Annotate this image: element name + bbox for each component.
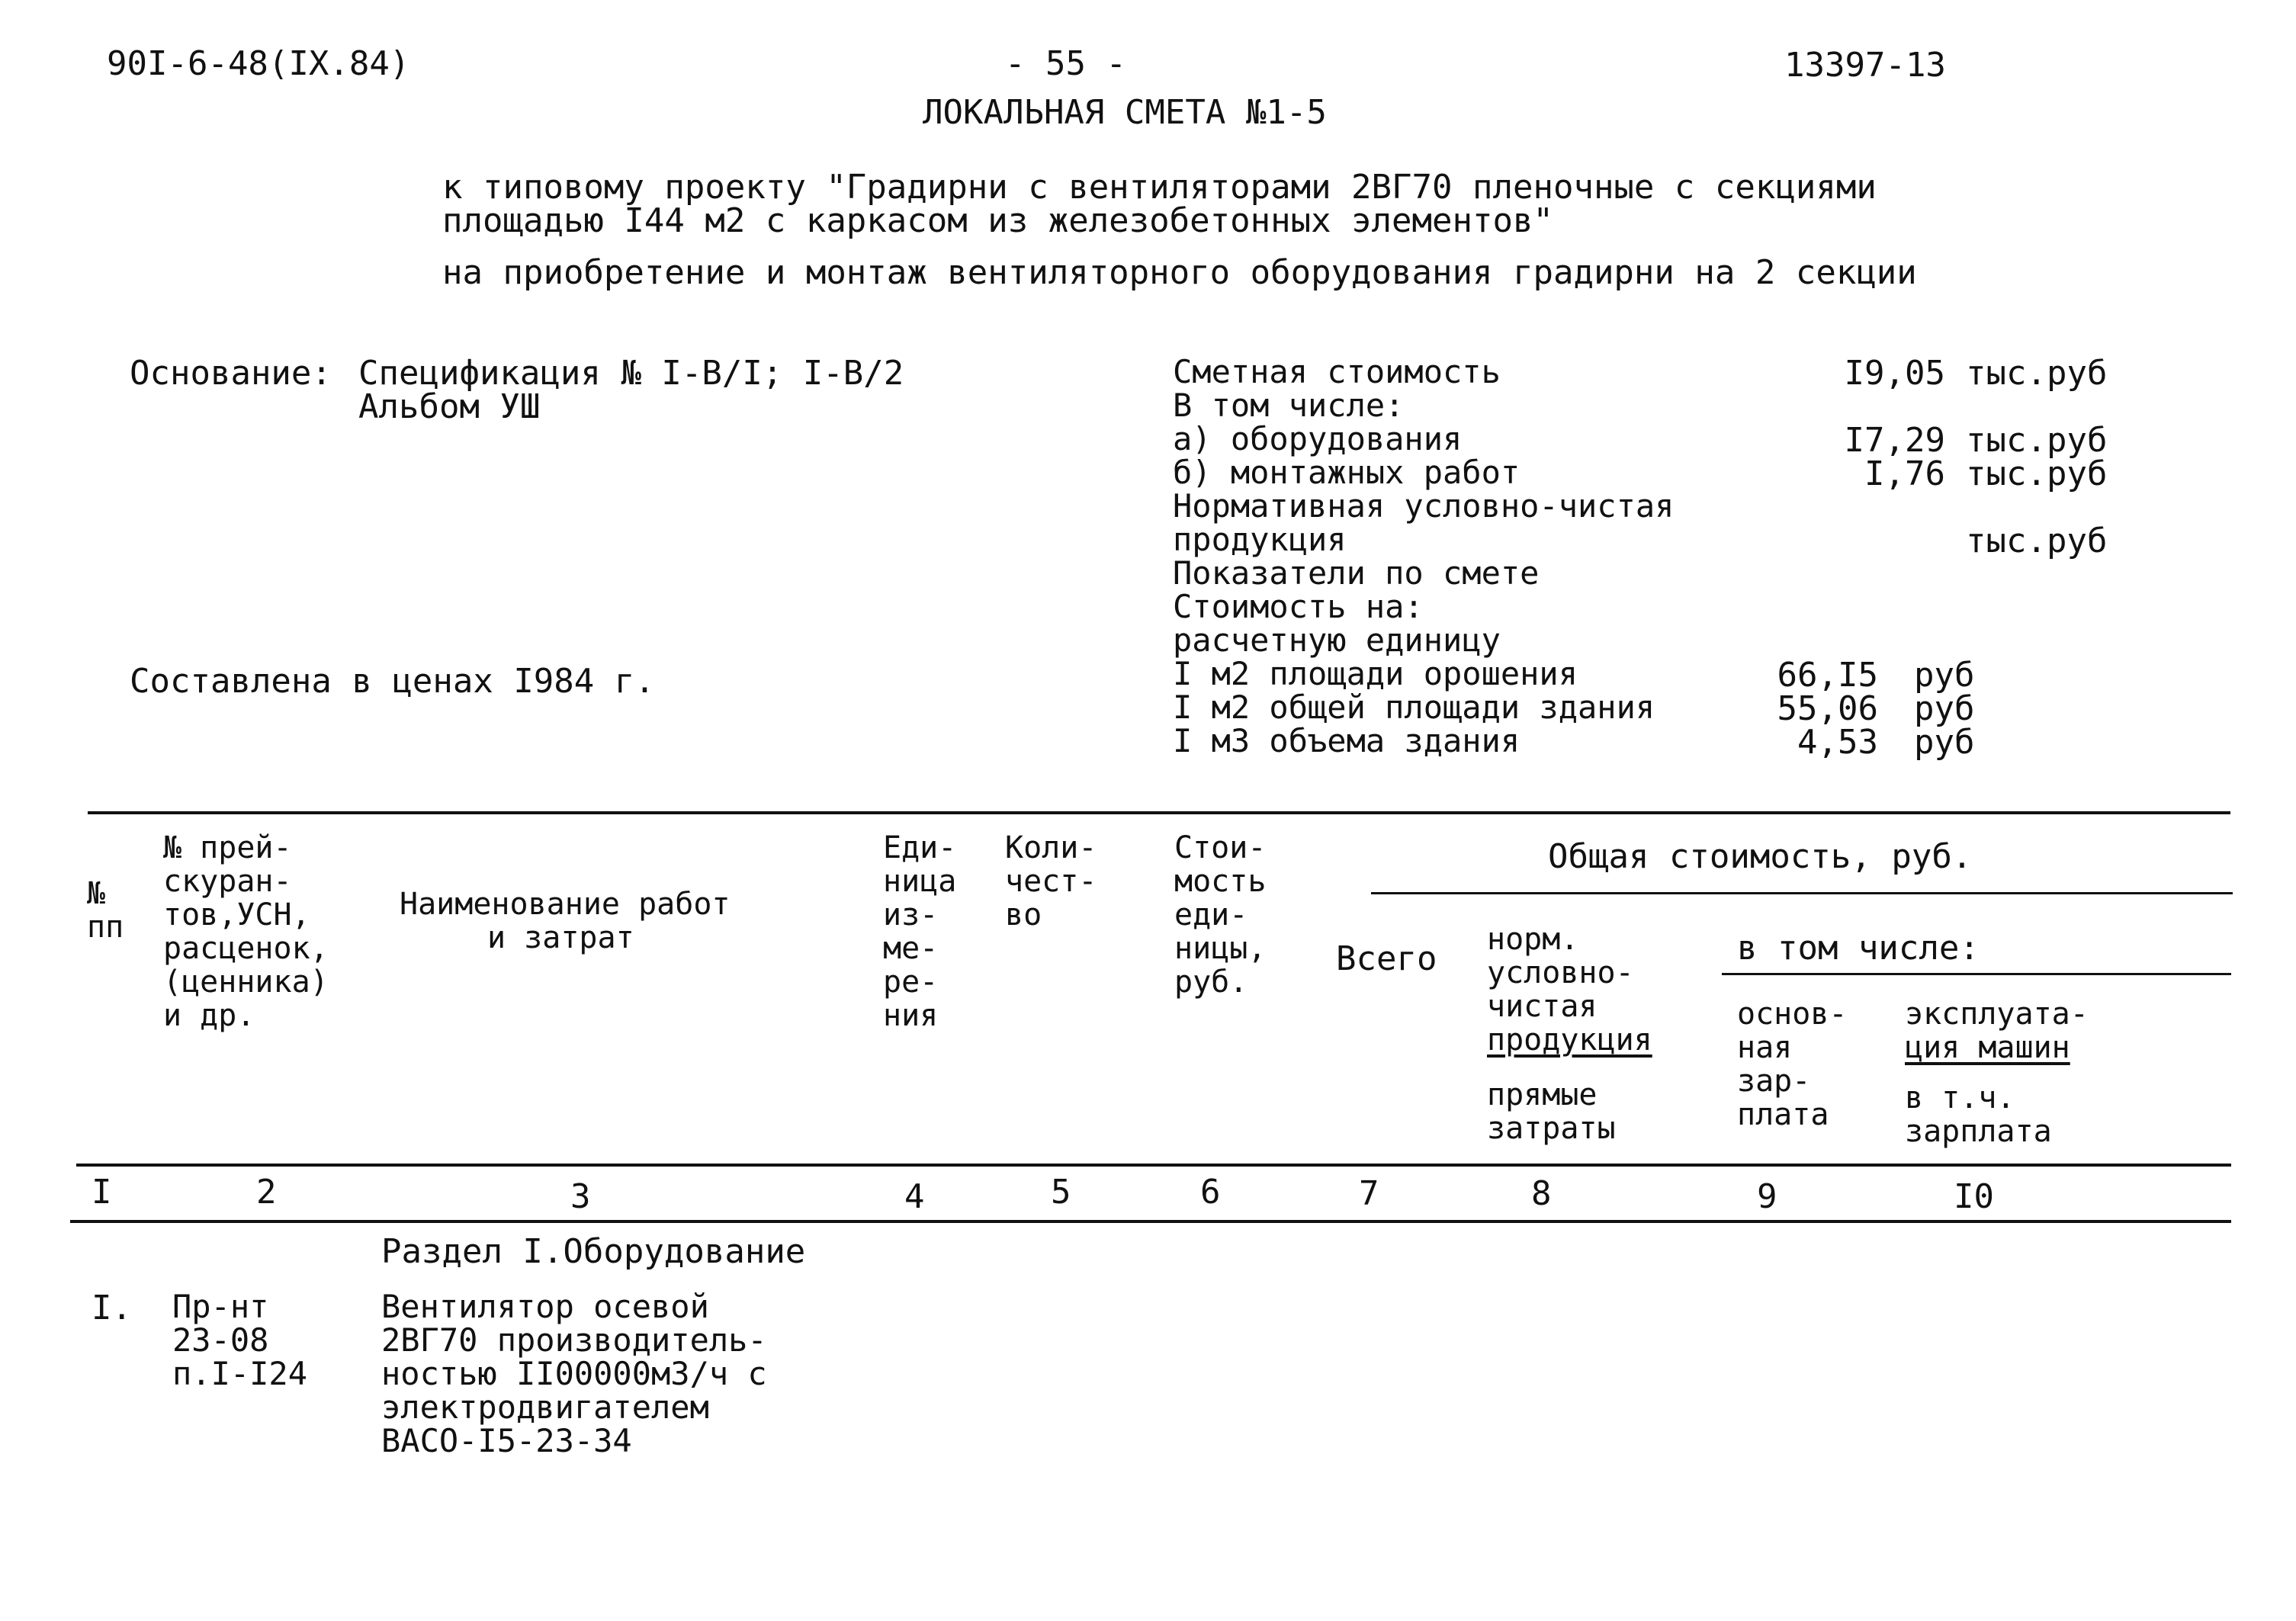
indicators-label: Показатели по смете [1173,554,1540,592]
col-number-4: 4 [904,1177,925,1216]
basis-prices: Составлена в ценах I984 г. [130,662,655,701]
estimated-cost-label: Сметная стоимость [1173,353,1501,390]
col-number-5: 5 [1051,1173,1071,1212]
irrigation-value: 66,I5 [1777,656,1878,695]
col-number-6: 6 [1200,1173,1221,1212]
row-code: Пр-нт 23-08 п.I-I24 [172,1288,308,1392]
col-numbers-rule [70,1220,2231,1223]
col3-header: Наименование работ и затрат [400,887,731,955]
basis-label: Основание: [130,354,332,393]
col9-header: основ- ная зар- плата [1737,997,1848,1132]
cost-on-label: Стоимость на: [1173,588,1424,625]
table-top-rule [88,811,2230,814]
document-code: 90I-6-48(IX.84) [107,44,410,83]
installation-unit: тыс.руб [1966,454,2108,493]
col-number-9: 9 [1757,1177,1777,1216]
intro-line-1: к типовому проекту "Градирни с вентиляторами 2ВГ70 пленочные с секциями [442,168,1877,207]
basis-spec: Спецификация № I-В/I; I-В/2 [358,354,904,393]
including-label: В том числе: [1173,387,1405,424]
col-number-10: I0 [1954,1177,1994,1216]
section-title: Раздел I.Оборудование [381,1232,806,1271]
col-number-1: I [92,1173,112,1212]
building-volume-unit: руб [1914,723,1975,762]
header-bottom-rule [76,1164,2231,1167]
normative-label-2: продукция [1173,521,1347,558]
page-number: - 55 - [1005,44,1126,83]
building-area-unit: руб [1914,689,1975,728]
equipment-unit: тыс.руб [1966,421,2108,460]
col-number-7: 7 [1359,1174,1379,1213]
installation-value: I,76 [1864,454,1945,493]
building-volume-value: 4,53 [1797,723,1878,762]
sheet-code: 13397-13 [1784,46,1946,85]
col-number-2: 2 [256,1173,277,1212]
intro-line-2: площадью I44 м2 с каркасом из железобетонных элементов" [442,201,1553,240]
normative-label-1: Нормативная условно-чистая [1173,487,1675,525]
intro-line-3: на приобретение и монтаж вентиляторного оборудования градирни на 2 секции [442,253,1917,292]
col-number-3: 3 [570,1177,591,1216]
estimated-cost-value: I9,05 [1844,354,1945,393]
equipment-value: I7,29 [1844,421,1945,460]
equipment-label: а) оборудования [1173,420,1463,457]
document-title: ЛОКАЛЬНАЯ СМЕТА №1-5 [923,93,1327,132]
estimated-cost-unit: тыс.руб [1966,354,2108,393]
col4-header: Еди- ница из- ме- ре- ния [883,830,957,1033]
col7-header: Всего [1336,939,1437,978]
col6-header: Стои- мость еди- ницы, руб. [1174,830,1267,1000]
col8-header: норм. условно- чистая продукция [1487,922,1652,1058]
total-cost-header: Общая стоимость, руб. [1548,837,1973,876]
installation-label: б) монтажных работ [1173,454,1520,491]
including-header: в том числе: [1737,929,1980,968]
col2-header: № прей- скуран- тов,УСН, расценок, (ценника) и др. [163,830,329,1033]
building-area-label: I м2 общей площади здания [1173,689,1655,726]
summary-labels [1173,355,1674,758]
including-rule [1722,973,2231,975]
col1-header: № пп [87,876,124,945]
row-name: Вентилятор осевой 2ВГ70 производитель- ностью II00000м3/ч с электродвигателем ВАСО-I5-23-34 [381,1288,767,1459]
irrigation-label: I м2 площади орошения [1173,655,1578,692]
col10-sub-header: в т.ч. зарплата [1905,1080,2052,1149]
normative-unit: тыс.руб [1966,522,2108,560]
total-cost-rule [1371,892,2233,894]
building-area-value: 55,06 [1777,689,1878,728]
col8-sub-header: прямые затраты [1487,1077,1616,1146]
row-number: I. [92,1289,132,1327]
basis-album: Альбом УШ [358,387,541,426]
col10-header: эксплуата- ция машин [1905,997,2089,1065]
irrigation-unit: руб [1914,656,1975,695]
col5-header: Коли- чест- во [1005,830,1097,932]
unit-label: расчетную единицу [1173,621,1501,659]
col-number-8: 8 [1531,1174,1552,1213]
building-volume-label: I м3 объема здания [1173,722,1520,759]
